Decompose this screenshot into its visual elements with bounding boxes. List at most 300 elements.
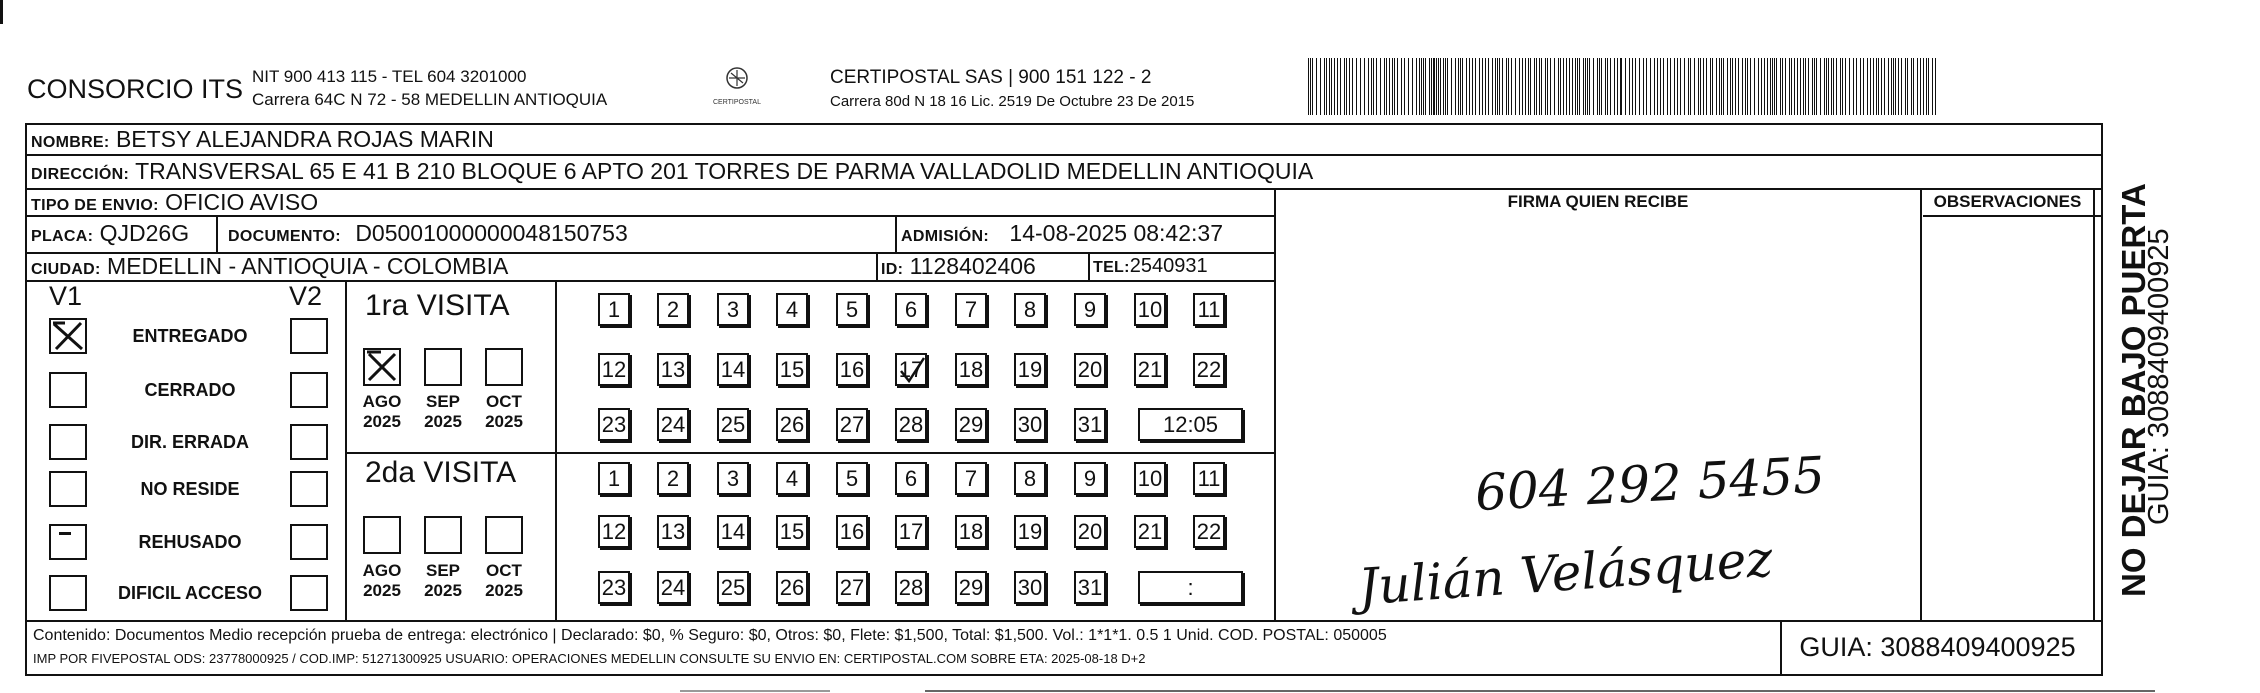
- barcode-bar: [1384, 58, 1385, 115]
- barcode-bar: [1770, 58, 1771, 115]
- second-visit-day-box[interactable]: 25: [717, 571, 749, 604]
- barcode-bar: [1674, 58, 1675, 115]
- first-visit-day-box[interactable]: 23: [598, 408, 630, 441]
- barcode-bar: [1750, 58, 1751, 115]
- first-visit-day-box[interactable]: 13: [657, 353, 689, 386]
- second-visit-month-checkbox[interactable]: [424, 516, 462, 554]
- barcode-bar: [1814, 58, 1815, 115]
- tel-value: 2540931: [1129, 255, 1208, 277]
- barcode-bar: [1545, 58, 1546, 115]
- barcode-bar: [1898, 58, 1899, 115]
- first-visit-day-box[interactable]: 10: [1134, 293, 1166, 326]
- first-visit-day-box[interactable]: 26: [776, 408, 808, 441]
- first-visit-month-label: AGO 2025: [362, 392, 402, 431]
- barcode-bar: [1625, 58, 1626, 115]
- first-visit-day-box[interactable]: 11: [1193, 293, 1225, 326]
- v2-checkbox[interactable]: [290, 372, 328, 408]
- second-visit-day-box[interactable]: 6: [895, 462, 927, 495]
- admission-label: ADMISIÓN:: [901, 228, 990, 245]
- second-visit-title: 2da VISITA: [365, 456, 517, 489]
- certipostal-logo: [712, 60, 762, 108]
- barcode-bar: [1646, 58, 1647, 115]
- barcode-bar: [1774, 58, 1775, 115]
- barcode-bar: [1394, 58, 1395, 115]
- recipient-name-row: [31, 126, 494, 156]
- barcode-bar: [1833, 58, 1834, 115]
- barcode-bar: [1455, 58, 1456, 115]
- barcode-bar: [1863, 58, 1864, 115]
- barcode-bar: [1794, 58, 1795, 115]
- first-visit-month-label: OCT 2025: [485, 392, 523, 431]
- document-field: [228, 220, 628, 250]
- second-visit-day-box[interactable]: 14: [717, 515, 749, 548]
- barcode-bar: [1508, 58, 1509, 115]
- barcode-bar: [1878, 58, 1879, 115]
- v1-checkbox[interactable]: [49, 424, 87, 460]
- barcode-bar: [1488, 58, 1489, 115]
- first-visit-day-box[interactable]: 5: [836, 293, 868, 326]
- barcode-bar: [1547, 58, 1548, 115]
- first-visit-day-box[interactable]: 18: [955, 353, 987, 386]
- second-visit-day-box[interactable]: 8: [1014, 462, 1046, 495]
- barcode-bar: [1329, 58, 1330, 115]
- first-visit-day-box[interactable]: 12: [598, 353, 630, 386]
- barcode-bar: [1511, 58, 1512, 115]
- recipient-address: TRANSVERSAL 65 E 41 B 210 BLOQUE 6 APTO 201 TORRES DE PARMA VALLADOLID MEDELLIN ANTIOQUIA: [135, 158, 1314, 184]
- scan-edge: [0, 0, 3, 24]
- barcode-bar: [1482, 58, 1483, 115]
- footer-print-line: IMP POR FIVEPOSTAL ODS: 23778000925 / COD.IMP: 51271300925 USUARIO: OPERACIONES MEDELLIN CONSULTE SU ENVIO EN: CERTIPOSTAL.COM SOBRE ETA: 2025-08-18 D+2: [33, 651, 1146, 666]
- barcode-bar: [1891, 58, 1892, 115]
- barcode-bar: [1928, 58, 1929, 115]
- second-visit-day-box[interactable]: 27: [836, 571, 868, 604]
- barcode-bar: [1808, 58, 1809, 115]
- barcode-bar: [1373, 58, 1374, 115]
- barcode-bar: [1607, 58, 1608, 115]
- first-visit-title: 1ra VISITA: [365, 289, 510, 322]
- barcode-bar: [1438, 58, 1439, 115]
- second-visit-day-box[interactable]: 15: [776, 515, 808, 548]
- second-visit-month-label: AGO 2025: [362, 561, 402, 600]
- first-visit-day-box[interactable]: 31: [1074, 408, 1106, 441]
- barcode-bar: [1791, 58, 1792, 115]
- second-visit-time-box[interactable]: :: [1138, 571, 1243, 604]
- barcode-bar: [1716, 58, 1717, 115]
- barcode-bar: [1721, 58, 1722, 115]
- barcode-bar: [1412, 58, 1413, 115]
- barcode-bar: [1436, 58, 1437, 115]
- barcode-bar: [1431, 58, 1432, 115]
- status-label: CERRADO: [144, 380, 236, 400]
- id-field: [881, 253, 1036, 283]
- barcode-bar: [1443, 58, 1444, 115]
- status-label: REHUSADO: [138, 532, 242, 552]
- name-label: NOMBRE:: [31, 134, 110, 151]
- barcode-bar: [1820, 58, 1821, 115]
- barcode-bar: [1738, 58, 1739, 115]
- second-visit-day-box[interactable]: 10: [1134, 462, 1166, 495]
- barcode-bar: [1558, 58, 1559, 115]
- first-visit-month-checkbox[interactable]: [485, 348, 523, 386]
- first-visit-day-box[interactable]: 3: [717, 293, 749, 326]
- barcode-bar: [1845, 58, 1846, 115]
- barcode-bar: [1657, 58, 1658, 115]
- v2-checkbox[interactable]: [290, 424, 328, 460]
- barcode-bar: [1663, 58, 1664, 115]
- barcode-bar: [1690, 58, 1691, 115]
- second-visit-day-box[interactable]: 29: [955, 571, 987, 604]
- barcode-bar: [1856, 58, 1857, 115]
- barcode-bar: [1764, 58, 1765, 115]
- second-visit-day-box[interactable]: 2: [657, 462, 689, 495]
- second-visit-day-box[interactable]: 16: [836, 515, 868, 548]
- second-visit-day-box[interactable]: 9: [1074, 462, 1106, 495]
- barcode-bar: [1635, 58, 1636, 115]
- first-visit-day-box[interactable]: 6: [895, 293, 927, 326]
- barcode-bar: [1747, 58, 1748, 115]
- barcode-bar: [1376, 58, 1377, 115]
- barcode-bar: [1502, 58, 1503, 115]
- barcode-bar: [1530, 58, 1531, 115]
- v2-checkbox[interactable]: [290, 318, 328, 354]
- barcode-bar: [1735, 58, 1736, 115]
- type-label: TIPO DE ENVIO:: [31, 197, 159, 214]
- barcode-bar: [1703, 58, 1704, 115]
- first-visit-day-box[interactable]: 30: [1014, 408, 1046, 441]
- barcode-bar: [1534, 58, 1535, 115]
- barcode-bar: [1723, 58, 1724, 115]
- barcode-bar: [1392, 58, 1393, 115]
- barcode-bar: [1346, 58, 1347, 115]
- second-visit-day-box[interactable]: 1: [598, 462, 630, 495]
- barcode-bar: [1688, 58, 1689, 115]
- barcode-bar: [1419, 58, 1420, 115]
- barcode-bar: [1536, 58, 1537, 115]
- first-visit-day-box[interactable]: 1: [598, 293, 630, 326]
- barcode-bar: [1719, 58, 1720, 115]
- barcode-bar: [1849, 58, 1850, 115]
- barcode-bar: [1495, 58, 1496, 115]
- id-label: ID:: [881, 261, 904, 278]
- v1-checkbox[interactable]: [49, 372, 87, 408]
- barcode-bar: [1901, 58, 1902, 115]
- second-visit-day-box[interactable]: 18: [955, 515, 987, 548]
- barcode-bar: [1433, 58, 1435, 115]
- barcode-bar: [1440, 58, 1441, 115]
- first-visit-day-box[interactable]: 22: [1193, 353, 1225, 386]
- barcode-bar: [1803, 58, 1804, 115]
- second-visit-day-box[interactable]: 23: [598, 571, 630, 604]
- handwritten-name: Julián Velásquez: [1356, 529, 1775, 617]
- barcode-bar: [1334, 58, 1335, 115]
- v1-checkbox[interactable]: [49, 471, 87, 507]
- barcode-bar: [1812, 58, 1813, 115]
- barcode-bar: [1824, 58, 1825, 115]
- v1-checkbox[interactable]: [49, 575, 87, 611]
- barcode-bar: [1873, 58, 1874, 115]
- footer-guide-number: GUIA: 3088409400925: [1799, 632, 2076, 662]
- barcode-bar: [1475, 58, 1476, 115]
- barcode-bar: [1368, 58, 1369, 115]
- barcode-bar: [1601, 58, 1602, 115]
- barcode-bar: [1492, 58, 1493, 115]
- second-visit-day-box[interactable]: 28: [895, 571, 927, 604]
- first-visit-day-box[interactable]: 29: [955, 408, 987, 441]
- barcode-bar: [1466, 58, 1467, 115]
- second-visit-day-box[interactable]: 4: [776, 462, 808, 495]
- barcode-bar: [1754, 58, 1755, 115]
- second-visit-day-box[interactable]: 13: [657, 515, 689, 548]
- barcode-bar: [1408, 58, 1409, 115]
- barcode-bar: [1831, 58, 1832, 115]
- plate-field: [31, 220, 189, 250]
- barcode-bar: [1331, 58, 1332, 115]
- barcode-bar: [1730, 58, 1731, 115]
- first-visit-month-checkbox[interactable]: [424, 348, 462, 386]
- barcode-bar: [1522, 58, 1523, 115]
- barcode-bar: [1610, 58, 1611, 115]
- barcode-bar: [1324, 58, 1325, 115]
- second-visit-day-box[interactable]: 11: [1193, 462, 1225, 495]
- v2-checkbox[interactable]: [290, 575, 328, 611]
- barcode-bar: [1572, 58, 1573, 115]
- barcode-bar: [1935, 58, 1936, 115]
- barcode-bar: [1589, 58, 1590, 115]
- certipostal-license: Carrera 80d N 18 16 Lic. 2519 De Octubre 23 De 2015: [830, 93, 1195, 110]
- v1-checkbox[interactable]: [49, 318, 87, 354]
- barcode-bar: [1860, 58, 1861, 115]
- certipostal-name: CERTIPOSTAL SAS | 900 151 122 - 2: [830, 67, 1152, 88]
- v2-checkbox[interactable]: [290, 524, 328, 560]
- barcode-bar: [1932, 58, 1933, 115]
- first-visit-day-box[interactable]: 9: [1074, 293, 1106, 326]
- second-visit-day-box[interactable]: 12: [598, 515, 630, 548]
- first-visit-day-box[interactable]: 28: [895, 408, 927, 441]
- barcode-bar: [1364, 58, 1365, 115]
- barcode-bar: [1308, 58, 1309, 115]
- first-visit-day-box[interactable]: 4: [776, 293, 808, 326]
- barcode-bar: [1840, 58, 1841, 115]
- status-label: DIR. ERRADA: [130, 432, 249, 452]
- barcode-bar: [1560, 58, 1561, 115]
- second-visit-day-box[interactable]: 31: [1074, 571, 1106, 604]
- shipment-type: OFICIO AVISO: [165, 189, 319, 215]
- barcode-bar: [1371, 58, 1372, 115]
- barcode-bar: [1577, 58, 1578, 115]
- barcode-bar: [1617, 58, 1618, 115]
- second-visit-day-box[interactable]: 26: [776, 571, 808, 604]
- barcode: [1308, 58, 1940, 115]
- company-nit: NIT 900 413 115 - TEL 604 3201000: [252, 67, 527, 86]
- second-visit-day-box[interactable]: 22: [1193, 515, 1225, 548]
- second-visit-day-box[interactable]: 20: [1074, 515, 1106, 548]
- barcode-bar: [1836, 58, 1837, 115]
- scan-mark: [680, 690, 830, 692]
- first-visit-time-box[interactable]: 12:05: [1138, 408, 1243, 441]
- barcode-bar: [1337, 58, 1338, 115]
- barcode-bar: [1380, 58, 1381, 115]
- barcode-bar: [1349, 58, 1350, 115]
- barcode-bar: [1758, 58, 1759, 115]
- svg-text:CERTIPOSTAL: CERTIPOSTAL: [713, 99, 761, 106]
- company-address: Carrera 64C N 72 - 58 MEDELLIN ANTIOQUIA: [252, 90, 608, 109]
- barcode-bar: [1451, 58, 1452, 115]
- check-mark-icon: [897, 355, 927, 385]
- barcode-bar: [1712, 58, 1713, 115]
- barcode-bar: [1917, 58, 1918, 115]
- v1-checkbox[interactable]: [49, 524, 87, 560]
- address-label: DIRECCIÓN:: [31, 166, 130, 183]
- barcode-bar: [1706, 58, 1707, 115]
- second-visit-month-checkbox[interactable]: [363, 516, 401, 554]
- barcode-bar: [1597, 58, 1598, 115]
- barcode-bar: [1566, 58, 1567, 115]
- footer-content-line: Contenido: Documentos Medio recepción prueba de entrega: electrónico | Declarado: $0, % Seguro: $0, Otros: $0, Flete: $1,500, Total: $1,500. Vol.: 1*1*1. 0.5 1 Unid. COD. POSTAL: 050005: [33, 627, 1387, 644]
- second-visit-day-box[interactable]: 21: [1134, 515, 1166, 548]
- barcode-bar: [1680, 58, 1681, 115]
- barcode-bar: [1326, 58, 1327, 115]
- barcode-bar: [1479, 58, 1480, 115]
- first-visit-day-box[interactable]: 2: [657, 293, 689, 326]
- second-visit-day-box[interactable]: 7: [955, 462, 987, 495]
- barcode-bar: [1585, 58, 1586, 115]
- first-visit-day-box[interactable]: 21: [1134, 353, 1166, 386]
- barcode-bar: [1340, 58, 1341, 115]
- barcode-bar: [1742, 58, 1743, 115]
- barcode-bar: [1485, 58, 1486, 115]
- barcode-bar: [1320, 58, 1321, 115]
- barcode-bar: [1694, 58, 1695, 115]
- barcode-bar: [1620, 58, 1622, 115]
- barcode-bar: [1745, 58, 1746, 115]
- barcode-bar: [1472, 58, 1473, 115]
- barcode-bar: [1416, 58, 1417, 115]
- tel-label: TEL:: [1093, 259, 1130, 276]
- barcode-bar: [1550, 58, 1551, 115]
- observations-column-header: OBSERVACIONES: [1933, 192, 2082, 211]
- barcode-bar: [1563, 58, 1564, 115]
- barcode-bar: [1356, 58, 1357, 115]
- first-visit-day-box[interactable]: 17: [895, 353, 927, 386]
- barcode-bar: [1587, 58, 1588, 115]
- barcode-bar: [1360, 58, 1361, 115]
- v1-header: V1: [49, 281, 83, 311]
- barcode-bar: [1732, 58, 1733, 115]
- first-visit-day-box[interactable]: 20: [1074, 353, 1106, 386]
- barcode-bar: [1639, 58, 1640, 115]
- first-visit-day-box[interactable]: 24: [657, 408, 689, 441]
- barcode-bar: [1905, 58, 1906, 115]
- barcode-bar: [1907, 58, 1908, 115]
- document-label: DOCUMENTO:: [228, 228, 341, 245]
- barcode-bar: [1842, 58, 1843, 115]
- v2-header: V2: [289, 281, 323, 311]
- barcode-bar: [1605, 58, 1606, 115]
- scan-mark: [925, 690, 2155, 692]
- first-visit-day-box[interactable]: 8: [1014, 293, 1046, 326]
- barcode-bar: [1462, 58, 1463, 115]
- first-visit-day-box[interactable]: 27: [836, 408, 868, 441]
- recipient-address-row: [31, 158, 1313, 188]
- barcode-bar: [1888, 58, 1889, 115]
- v2-checkbox[interactable]: [290, 471, 328, 507]
- barcode-bar: [1352, 58, 1353, 115]
- barcode-bar: [1920, 58, 1921, 115]
- barcode-bar: [1923, 58, 1924, 115]
- barcode-bar: [1776, 58, 1777, 115]
- handwritten-phone: 604 292 5455: [1473, 445, 1827, 523]
- barcode-bar: [1780, 58, 1781, 115]
- first-visit-day-box[interactable]: 14: [717, 353, 749, 386]
- barcode-bar: [1881, 58, 1882, 115]
- barcode-bar: [1895, 58, 1896, 115]
- first-visit-month-checkbox[interactable]: [363, 348, 401, 386]
- second-visit-month-checkbox[interactable]: [485, 516, 523, 554]
- barcode-bar: [1397, 58, 1398, 115]
- city-field: [31, 253, 508, 283]
- barcode-bar: [1404, 58, 1405, 115]
- barcode-bar: [1727, 58, 1728, 115]
- first-visit-month-label: SEP 2025: [424, 392, 462, 431]
- second-visit-month-label: OCT 2025: [485, 561, 523, 600]
- barcode-bar: [1828, 58, 1829, 115]
- status-label: ENTREGADO: [132, 326, 248, 346]
- barcode-bar: [1782, 58, 1783, 115]
- barcode-bar: [1515, 58, 1516, 115]
- barcode-bar: [1913, 58, 1914, 115]
- first-visit-day-box[interactable]: 16: [836, 353, 868, 386]
- barcode-bar: [1700, 58, 1701, 115]
- company-name: CONSORCIO ITS: [27, 74, 244, 104]
- barcode-bar: [1805, 58, 1806, 115]
- barcode-bar: [1911, 58, 1912, 115]
- status-label: NO RESIDE: [140, 479, 240, 499]
- barcode-bar: [1447, 58, 1448, 115]
- second-visit-day-box[interactable]: 3: [717, 462, 749, 495]
- barcode-bar: [1650, 58, 1651, 115]
- barcode-bar: [1312, 58, 1313, 115]
- second-visit-month-label: SEP 2025: [424, 561, 462, 600]
- barcode-bar: [1884, 58, 1885, 115]
- barcode-bar: [1445, 58, 1446, 115]
- second-visit-day-box[interactable]: 5: [836, 462, 868, 495]
- first-visit-day-box[interactable]: 7: [955, 293, 987, 326]
- second-visit-day-box[interactable]: 24: [657, 571, 689, 604]
- barcode-bar: [1876, 58, 1877, 115]
- first-visit-day-box[interactable]: 15: [776, 353, 808, 386]
- barcode-bar: [1797, 58, 1798, 115]
- barcode-bar: [1654, 58, 1655, 115]
- second-visit-day-box[interactable]: 17: [895, 515, 927, 548]
- barcode-bar: [1528, 58, 1529, 115]
- barcode-bar: [1539, 58, 1540, 115]
- barcode-bar: [1684, 58, 1685, 115]
- second-visit-day-box[interactable]: 19: [1014, 515, 1046, 548]
- first-visit-day-box[interactable]: 19: [1014, 353, 1046, 386]
- barcode-bar: [1401, 58, 1402, 115]
- barcode-bar: [1698, 58, 1699, 115]
- second-visit-day-box[interactable]: 30: [1014, 571, 1046, 604]
- barcode-bar: [1893, 58, 1894, 115]
- barcode-bar: [1497, 58, 1498, 115]
- barcode-bar: [1386, 58, 1387, 115]
- barcode-bar: [1583, 58, 1584, 115]
- barcode-bar: [1761, 58, 1762, 115]
- side-guide-number: GUIA: 3088409400925: [2143, 228, 2175, 525]
- first-visit-day-box[interactable]: 25: [717, 408, 749, 441]
- barcode-bar: [1575, 58, 1576, 115]
- admission-value: 14-08-2025 08:42:37: [1009, 220, 1223, 246]
